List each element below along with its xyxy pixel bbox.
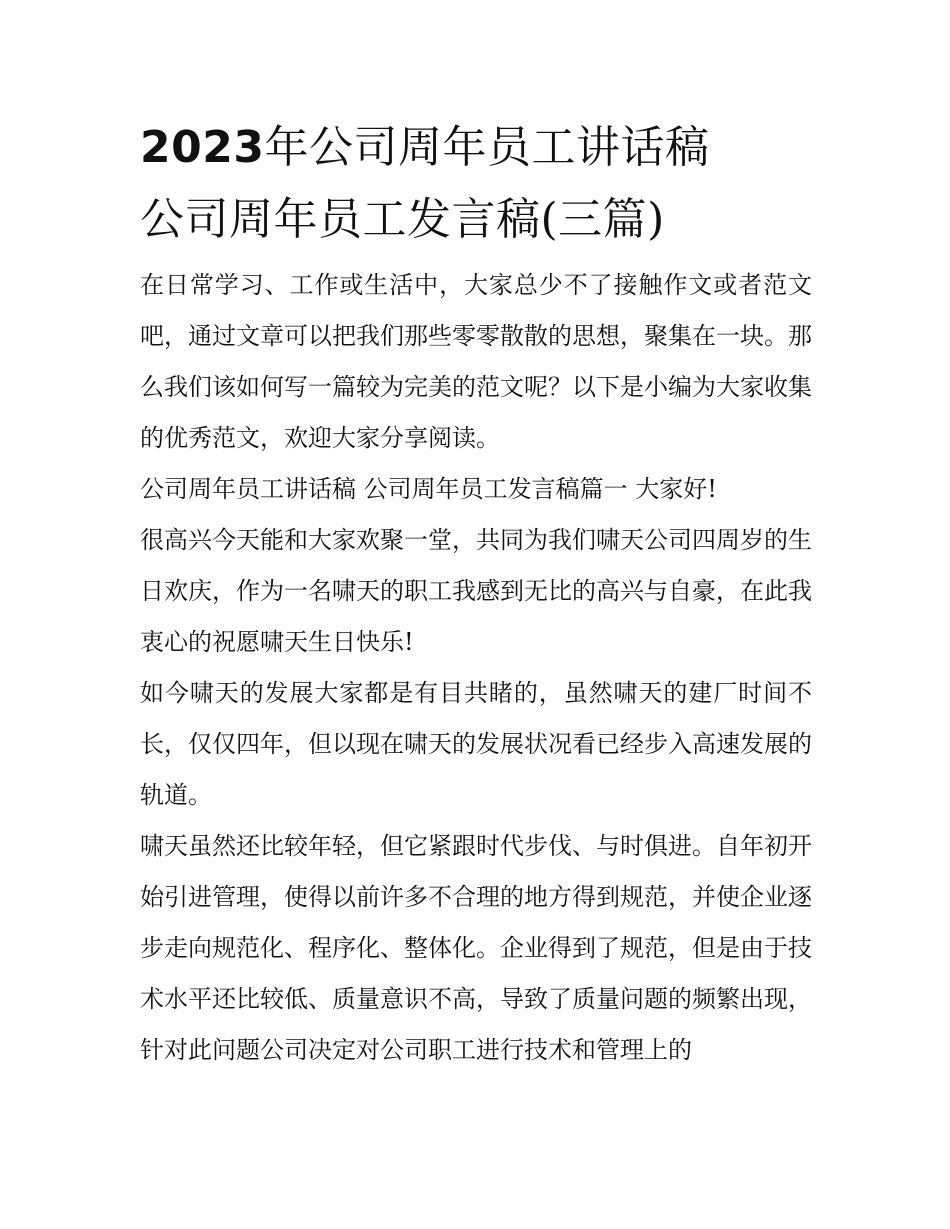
body-paragraph: 啸天虽然还比较年轻，但它紧跟时代步伐、与时俱进。自年初开始引进管理，使得以前许多不合理的地方得到规范，并使企业逐步走向规范化、程序化、整体化。企业得到了规范，但是由于技术水平还比较低、质量意识不高，导致了质量问题的频繁出现，针对此问题公司决定对公司职工进行技术和管理上的 — [140, 832, 812, 1064]
title-block — [140, 112, 812, 256]
body-paragraph: 如今啸天的发展大家都是有目共睹的，虽然啸天的建厂时间不长，仅仅四年，但以现在啸天的发展状况看已经步入高速发展的轨道。 — [140, 679, 812, 809]
document-title-line-2: 公司周年员工发言稿(三篇) — [140, 194, 665, 245]
document-page — [140, 112, 812, 1076]
title-year: 2023 — [140, 122, 265, 173]
document-title-line-1 — [140, 112, 812, 184]
speech-heading-paragraph: 公司周年员工讲话稿 公司周年员工发言稿篇一 大家好! — [140, 475, 717, 503]
body-paragraph: 很高兴今天能和大家欢聚一堂，共同为我们啸天公司四周岁的生日欢庆，作为一名啸天的职工我感到无比的高兴与自豪，在此我衷心的祝愿啸天生日快乐! — [140, 526, 812, 656]
title-line-1-text: 年公司周年员工讲话稿 — [264, 122, 710, 173]
intro-paragraph: 在日常学习、工作或生活中，大家总少不了接触作文或者范文吧，通过文章可以把我们那些零零散散的思想，聚集在一块。那么我们该如何写一篇较为完美的范文呢？以下是小编为大家收集的优秀范文，欢迎大家分享阅读。 — [140, 271, 812, 452]
